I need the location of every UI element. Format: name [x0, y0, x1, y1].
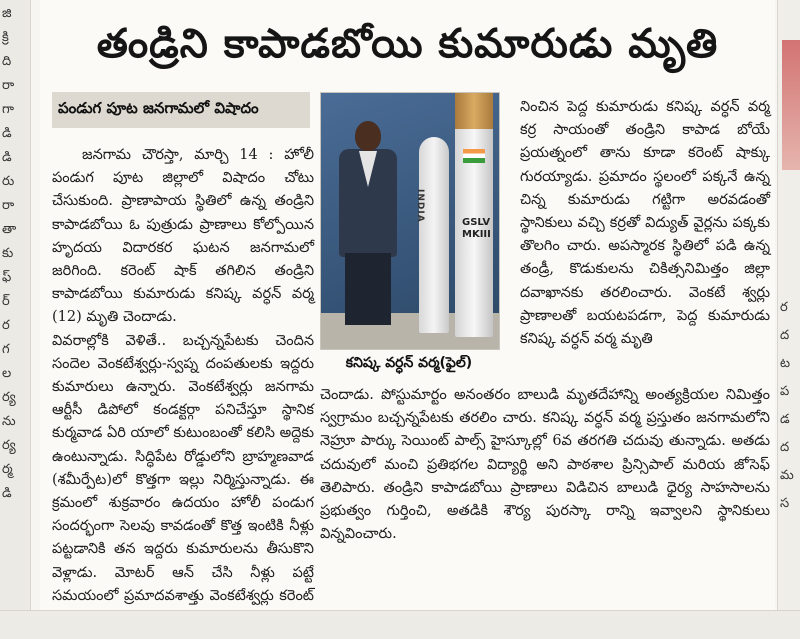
edge-text-fragment: రా	[2, 78, 15, 93]
article-column-wide	[320, 384, 770, 546]
edge-text-fragment: ద	[780, 440, 790, 455]
boy-figure-head	[355, 121, 381, 151]
edge-text-fragment: ర్య	[2, 438, 16, 453]
edge-text-fragment: ర	[2, 318, 10, 333]
article-column-1	[52, 144, 314, 631]
edge-text-fragment: రా	[2, 198, 15, 213]
edge-text-fragment: డి	[2, 150, 12, 165]
edge-text-fragment: క్రి	[2, 30, 9, 45]
sub-headline-text: పండుగ పూట జనగామలో విషాదం	[58, 99, 259, 117]
article-photo	[320, 92, 500, 350]
edge-text-fragment: ర్	[2, 294, 10, 309]
paragraph: జనగామ చౌరస్తా, మార్చి 14 : హోలీ పండుగ పూట జిల్లాలో విషాదం చోటు చేసుకుంది. ప్రాణాపాయ స్థితిలో ఉన్న తండ్రిని కాపాడబోయి ఓ పుత్రుడు ప్రాణాలు కోల్పోయిన హృదయ విదారకర ఘటన జనగామలో జరిగింది. కరెంట్ షాక్ తగిలిన తండ్రిని కాపాడబోయి కుమారుడు కనిష్క వర్ధన్ వర్మ (12) మృతి చెందాడు.	[52, 147, 314, 326]
edge-text-fragment: ను	[2, 414, 16, 429]
flag-icon	[463, 149, 485, 163]
rocket-label-india: INDIA	[415, 189, 425, 223]
edge-text-fragment: తా	[2, 222, 17, 237]
edge-text-fragment: గ	[2, 342, 10, 357]
edge-text-fragment: ద	[780, 328, 790, 343]
edge-text-fragment: రు	[2, 174, 15, 189]
edge-text-fragment: మ	[780, 468, 794, 483]
rocket-model-top	[455, 93, 493, 129]
boy-figure-legs	[345, 253, 391, 325]
page-bottom-strip	[0, 610, 800, 639]
edge-text-fragment: స	[780, 496, 790, 511]
edge-text-fragment: ఫ్	[2, 270, 12, 285]
edge-text-fragment: డి	[2, 486, 12, 501]
adjacent-article-left-edge	[0, 0, 31, 638]
adjacent-photo-fragment	[782, 40, 800, 170]
edge-text-fragment: డి	[2, 126, 12, 141]
edge-text-fragment: ట	[780, 356, 791, 371]
news-article	[40, 0, 775, 610]
edge-text-fragment: కు	[2, 246, 14, 261]
edge-text-fragment: జి	[2, 6, 12, 21]
article-headline: తండ్రిని కాపాడబోయి కుమారుడు మృతి	[96, 21, 719, 67]
sub-headline-banner	[52, 92, 310, 128]
edge-text-fragment: ప	[780, 384, 790, 399]
rocket-label-gslv: GSLV MKIII	[462, 217, 491, 240]
paragraph: నించిన పెద్ద కుమారుడు కనిష్క వర్ధన్ వర్మ కర్ర సాయంతో తండ్రిని కాపాడ బోయే ప్రయత్నంలో తాను కూడా కరెంట్ షాక్కు గురయ్యాడు. ప్రమాదం స్థలంలో పక్కనే ఉన్న చిన్న కుమారుడు గట్టిగా అరవడంతో స్థానికులు వచ్చి కర్రతో విద్యుత్ వైర్లను పక్కకు తొలగిం చారు. అపస్మారక స్థితిలో పడి ఉన్న తండ్రీ, కొడుకులను చికిత్సనిమిత్తం జిల్లా దవాఖానకు తరలించారు. వెంకటే శ్వర్లు ప్రాణాలతో బయటపడగా, పెద్ద కుమారుడు కనిష్క వర్ధన్ వర్మ మృతి	[520, 99, 770, 348]
adjacent-article-right-edge	[777, 0, 800, 638]
edge-text-fragment: ది	[2, 54, 12, 69]
photo-caption: కనిష్క వర్ధన్ వర్మ(ఫైల్)	[345, 355, 473, 371]
edge-text-fragment: గా	[2, 102, 14, 117]
paragraph: చెందాడు. పోస్టుమార్టం అనంతరం బాలుడి మృతదేహాన్ని అంత్యక్రియల నిమిత్తం స్వగ్రామం బచ్చన్నపేటకు తరలిం చారు. కనిష్క వర్ధన్ వర్మ ప్రస్తుతం జనగామలోని నెహ్రూ పార్కు సెయింట్ పాల్స్ హైస్కూల్లో 6వ తరగతి చదువు తున్నాడు. అతడు చదువులో మంచి ప్రతిభగల విద్యార్థి అని పాఠశాల ప్రిన్సిపాల్ మరియ జోసెఫ్ తెలిపారు. తండ్రిని కాపాడబోయి ప్రాణాలు విడిచిన బాలుడి ధైర్య సాహసాలను ప్రభుత్వం గుర్తించి, అతడికి శౌర్య పురస్కా రాన్ని ఇవ్వాలని స్థానికులు విన్నవించారు.	[320, 387, 770, 543]
rocket-model-small	[419, 137, 449, 333]
article-column-3	[520, 96, 770, 351]
edge-text-fragment: ల	[2, 366, 12, 381]
paragraph: వివరాల్లోకి వెళితే.. బచ్చన్నపేటకు చెందిన సందెల వెంకటేశ్వర్లు-స్వప్న దంపతులకు ఇద్దరు కుమారులు ఉన్నారు. వెంకటేశ్వర్లు జనగామ ఆర్టీసీ డిపోలో కండక్టర్గా పనిచేస్తూ స్థానిక కుర్మవాడ ఏరి యాలో కుటుంబంతో కలిసి అద్దెకు ఉంటున్నాడు. సిద్ధిపేట రోడ్డులోని బ్రాహ్మణవాడ (శమీర్పేట)లో కొత్తగా ఇల్లు నిర్మిస్తున్నాడు. ఈ క్రమంలో శుక్రవారం ఉదయం హోలీ పండుగ సందర్భంగా సెలవు కావడంతో కొత్త ఇంటికి నీళ్లు పట్టడానికి తన ఇద్దరు కుమారులను తీసుకొని వెళ్లాడు. మోటర్ ఆన్ చేసి నీళ్లు పట్టే సమయంలో ప్రమాదవశాత్తు వెంకటేశ్వర్లు కరెంట్	[52, 332, 314, 604]
edge-text-fragment: ర్మ	[2, 462, 13, 477]
edge-text-fragment: డ	[780, 412, 790, 427]
edge-text-fragment: ర	[780, 300, 788, 315]
edge-text-fragment: ర్య	[2, 390, 16, 405]
